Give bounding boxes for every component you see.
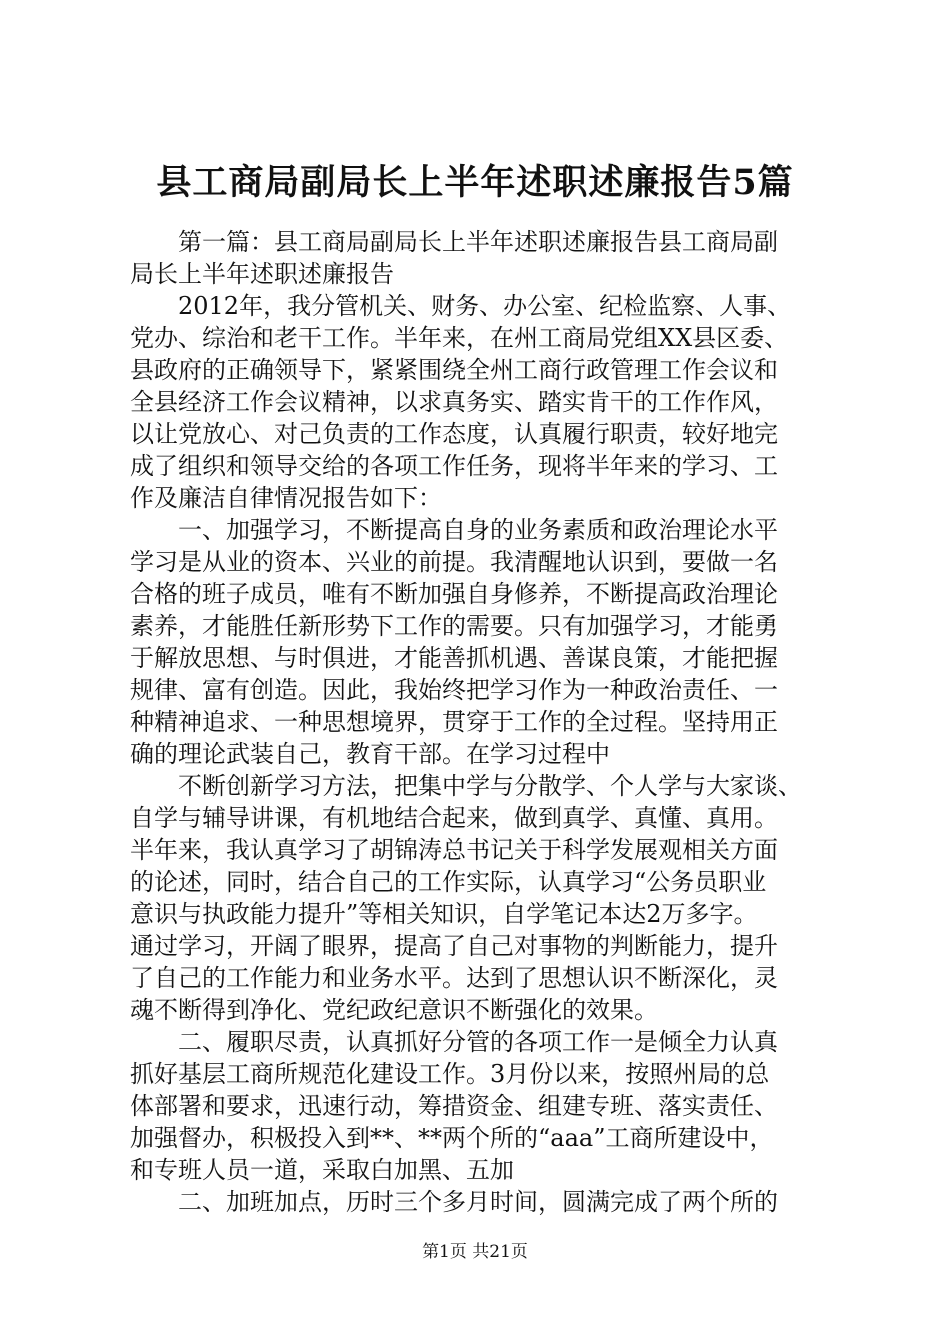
body-line: 合格的班子成员，唯有不断加强自身修养，不断提高政治理论	[130, 580, 778, 608]
body-line: 和专班人员一道，采取白加黑、五加	[130, 1156, 514, 1184]
body-line: 成了组织和领导交给的各项工作任务，现将半年来的学习、工	[130, 452, 778, 480]
body-line: 二、加班加点，历时三个多月时间，圆满完成了两个所的	[178, 1188, 778, 1216]
body-line: 局长上半年述职述廉报告	[130, 260, 394, 288]
body-line: 自学与辅导讲课，有机地结合起来，做到真学、真懂、真用。	[130, 804, 778, 832]
body-line: 通过学习，开阔了眼界，提高了自己对事物的判断能力，提升	[130, 932, 778, 960]
body-line: 第一篇：县工商局副局长上半年述职述廉报告县工商局副	[178, 228, 778, 256]
body-line: 魂不断得到净化、党纪政纪意识不断强化的效果。	[130, 996, 658, 1024]
body-line: 种精神追求、一种思想境界，贯穿于工作的全过程。坚持用正	[130, 708, 778, 736]
body-line: 确的理论武装自己，教育干部。在学习过程中	[130, 740, 610, 768]
body-line: 2012年，我分管机关、财务、办公室、纪检监察、人事、	[178, 292, 792, 320]
body-line: 不断创新学习方法，把集中学与分散学、个人学与大家谈、	[178, 772, 802, 800]
body-line: 加强督办，积极投入到**、**两个所的“aaa”工商所建设中，	[130, 1124, 774, 1152]
body-line: 意识与执政能力提升”等相关知识，自学笔记本达2万多字。	[130, 900, 758, 928]
body-line: 以让党放心、对己负责的工作态度，认真履行职责，较好地完	[130, 420, 778, 448]
body-line: 素养，才能胜任新形势下工作的需要。只有加强学习，才能勇	[130, 612, 778, 640]
document-body	[130, 226, 840, 1218]
body-line: 县政府的正确领导下，紧紧围绕全州工商行政管理工作会议和	[130, 356, 778, 384]
body-line: 作及廉洁自律情况报告如下：	[130, 484, 442, 512]
body-line: 体部署和要求，迅速行动，筹措资金、组建专班、落实责任、	[130, 1092, 778, 1120]
page-number: 第1页 共21页	[422, 1242, 528, 1262]
body-line: 半年来，我认真学习了胡锦涛总书记关于科学发展观相关方面	[130, 836, 778, 864]
body-line: 抓好基层工商所规范化建设工作。3月份以来，按照州局的总	[130, 1060, 770, 1088]
body-line: 的论述，同时，结合自己的工作实际，认真学习“公务员职业	[130, 868, 767, 896]
body-line: 了自己的工作能力和业务水平。达到了思想认识不断深化，灵	[130, 964, 778, 992]
body-line: 学习是从业的资本、兴业的前提。我清醒地认识到，要做一名	[130, 548, 778, 576]
body-line: 党办、综治和老干工作。半年来，在州工商局党组XX县区委、	[130, 324, 789, 352]
body-line: 二、履职尽责，认真抓好分管的各项工作一是倾全力认真	[178, 1028, 778, 1056]
document-title: 县工商局副局长上半年述职述廉报告5篇	[156, 162, 794, 203]
body-line: 一、加强学习，不断提高自身的业务素质和政治理论水平	[178, 516, 778, 544]
body-line: 规律、富有创造。因此，我始终把学习作为一种政治责任、一	[130, 676, 778, 704]
body-line: 全县经济工作会议精神，以求真务实、踏实肯干的工作作风，	[130, 388, 778, 416]
body-line: 于解放思想、与时俱进，才能善抓机遇、善谋良策，才能把握	[130, 644, 778, 672]
